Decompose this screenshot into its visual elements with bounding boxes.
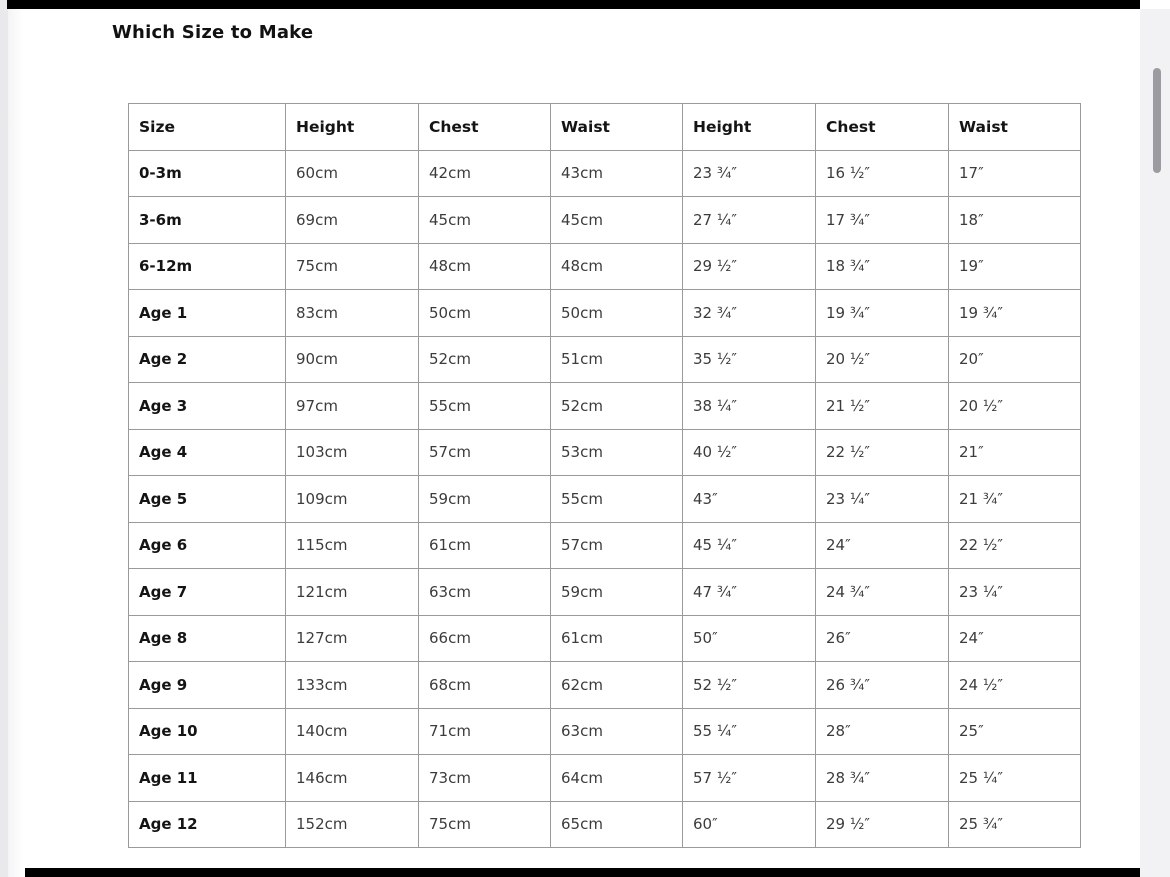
- value-cell: 28″: [816, 708, 949, 755]
- value-cell: 57cm: [551, 522, 683, 569]
- value-cell: 63cm: [551, 708, 683, 755]
- value-cell: 32 ¾″: [683, 290, 816, 337]
- table-row: [129, 243, 1081, 290]
- value-cell: 152cm: [286, 801, 419, 848]
- value-cell: 21″: [949, 429, 1081, 476]
- size-chart-table: [128, 103, 1081, 848]
- value-cell: 90cm: [286, 336, 419, 383]
- value-cell: 52cm: [551, 383, 683, 430]
- value-cell: 40 ½″: [683, 429, 816, 476]
- value-cell: 20 ½″: [816, 336, 949, 383]
- page-edge-shadow: [8, 0, 30, 877]
- size-cell: Age 11: [129, 755, 286, 802]
- value-cell: 20″: [949, 336, 1081, 383]
- value-cell: 43cm: [551, 150, 683, 197]
- table-row: [129, 290, 1081, 337]
- size-cell: Age 8: [129, 615, 286, 662]
- value-cell: 52cm: [419, 336, 551, 383]
- value-cell: 64cm: [551, 755, 683, 802]
- value-cell: 29 ½″: [683, 243, 816, 290]
- value-cell: 53cm: [551, 429, 683, 476]
- size-cell: Age 4: [129, 429, 286, 476]
- value-cell: 24 ¾″: [816, 569, 949, 616]
- value-cell: 51cm: [551, 336, 683, 383]
- column-header: Chest: [419, 104, 551, 151]
- value-cell: 73cm: [419, 755, 551, 802]
- table-row: [129, 615, 1081, 662]
- value-cell: 60cm: [286, 150, 419, 197]
- value-cell: 52 ½″: [683, 662, 816, 709]
- value-cell: 62cm: [551, 662, 683, 709]
- value-cell: 83cm: [286, 290, 419, 337]
- value-cell: 66cm: [419, 615, 551, 662]
- table-row: [129, 150, 1081, 197]
- value-cell: 57 ½″: [683, 755, 816, 802]
- value-cell: 26″: [816, 615, 949, 662]
- value-cell: 19 ¾″: [949, 290, 1081, 337]
- scrollbar-thumb[interactable]: [1153, 68, 1161, 173]
- table-row: [129, 476, 1081, 523]
- value-cell: 71cm: [419, 708, 551, 755]
- value-cell: 18″: [949, 197, 1081, 244]
- value-cell: 50″: [683, 615, 816, 662]
- value-cell: 20 ½″: [949, 383, 1081, 430]
- value-cell: 55 ¼″: [683, 708, 816, 755]
- value-cell: 60″: [683, 801, 816, 848]
- value-cell: 59cm: [551, 569, 683, 616]
- size-cell: 6-12m: [129, 243, 286, 290]
- size-cell: Age 2: [129, 336, 286, 383]
- value-cell: 21 ¾″: [949, 476, 1081, 523]
- value-cell: 61cm: [419, 522, 551, 569]
- value-cell: 28 ¾″: [816, 755, 949, 802]
- size-cell: 3-6m: [129, 197, 286, 244]
- column-header: Size: [129, 104, 286, 151]
- value-cell: 17″: [949, 150, 1081, 197]
- value-cell: 48cm: [419, 243, 551, 290]
- value-cell: 35 ½″: [683, 336, 816, 383]
- size-cell: Age 3: [129, 383, 286, 430]
- value-cell: 19″: [949, 243, 1081, 290]
- table-row: [129, 569, 1081, 616]
- value-cell: 63cm: [419, 569, 551, 616]
- value-cell: 42cm: [419, 150, 551, 197]
- table-row: [129, 708, 1081, 755]
- value-cell: 55cm: [551, 476, 683, 523]
- size-cell: Age 12: [129, 801, 286, 848]
- value-cell: 45cm: [551, 197, 683, 244]
- value-cell: 75cm: [286, 243, 419, 290]
- value-cell: 25 ¼″: [949, 755, 1081, 802]
- value-cell: 75cm: [419, 801, 551, 848]
- value-cell: 45cm: [419, 197, 551, 244]
- value-cell: 65cm: [551, 801, 683, 848]
- value-cell: 45 ¼″: [683, 522, 816, 569]
- value-cell: 146cm: [286, 755, 419, 802]
- column-header: Height: [683, 104, 816, 151]
- value-cell: 19 ¾″: [816, 290, 949, 337]
- size-cell: Age 1: [129, 290, 286, 337]
- value-cell: 16 ½″: [816, 150, 949, 197]
- value-cell: 24 ½″: [949, 662, 1081, 709]
- value-cell: 47 ¾″: [683, 569, 816, 616]
- value-cell: 68cm: [419, 662, 551, 709]
- value-cell: 23 ¼″: [949, 569, 1081, 616]
- page-title: Which Size to Make: [112, 22, 314, 43]
- value-cell: 48cm: [551, 243, 683, 290]
- size-cell: 0-3m: [129, 150, 286, 197]
- table-row: [129, 429, 1081, 476]
- value-cell: 133cm: [286, 662, 419, 709]
- size-cell: Age 5: [129, 476, 286, 523]
- table-row: [129, 336, 1081, 383]
- value-cell: 127cm: [286, 615, 419, 662]
- table-header-row: [129, 104, 1081, 151]
- column-header: Height: [286, 104, 419, 151]
- value-cell: 43″: [683, 476, 816, 523]
- table-body: [129, 150, 1081, 848]
- value-cell: 50cm: [551, 290, 683, 337]
- table-row: [129, 662, 1081, 709]
- column-header: Chest: [816, 104, 949, 151]
- size-cell: Age 9: [129, 662, 286, 709]
- value-cell: 26 ¾″: [816, 662, 949, 709]
- page-left-edge: [0, 0, 8, 877]
- value-cell: 17 ¾″: [816, 197, 949, 244]
- value-cell: 69cm: [286, 197, 419, 244]
- column-header: Waist: [551, 104, 683, 151]
- value-cell: 55cm: [419, 383, 551, 430]
- value-cell: 121cm: [286, 569, 419, 616]
- column-header: Waist: [949, 104, 1081, 151]
- value-cell: 18 ¾″: [816, 243, 949, 290]
- table-row: [129, 755, 1081, 802]
- bottom-black-bar: [25, 868, 1140, 877]
- table-row: [129, 801, 1081, 848]
- value-cell: 29 ½″: [816, 801, 949, 848]
- value-cell: 57cm: [419, 429, 551, 476]
- value-cell: 22 ½″: [949, 522, 1081, 569]
- value-cell: 21 ½″: [816, 383, 949, 430]
- value-cell: 61cm: [551, 615, 683, 662]
- size-cell: Age 7: [129, 569, 286, 616]
- value-cell: 25 ¾″: [949, 801, 1081, 848]
- value-cell: 115cm: [286, 522, 419, 569]
- size-cell: Age 6: [129, 522, 286, 569]
- value-cell: 24″: [816, 522, 949, 569]
- top-black-bar: [7, 0, 1140, 9]
- value-cell: 25″: [949, 708, 1081, 755]
- value-cell: 59cm: [419, 476, 551, 523]
- value-cell: 24″: [949, 615, 1081, 662]
- value-cell: 23 ¼″: [816, 476, 949, 523]
- table-row: [129, 197, 1081, 244]
- value-cell: 22 ½″: [816, 429, 949, 476]
- value-cell: 109cm: [286, 476, 419, 523]
- value-cell: 38 ¼″: [683, 383, 816, 430]
- value-cell: 27 ¼″: [683, 197, 816, 244]
- value-cell: 97cm: [286, 383, 419, 430]
- table-row: [129, 522, 1081, 569]
- table-row: [129, 383, 1081, 430]
- value-cell: 140cm: [286, 708, 419, 755]
- size-cell: Age 10: [129, 708, 286, 755]
- value-cell: 103cm: [286, 429, 419, 476]
- value-cell: 23 ¾″: [683, 150, 816, 197]
- value-cell: 50cm: [419, 290, 551, 337]
